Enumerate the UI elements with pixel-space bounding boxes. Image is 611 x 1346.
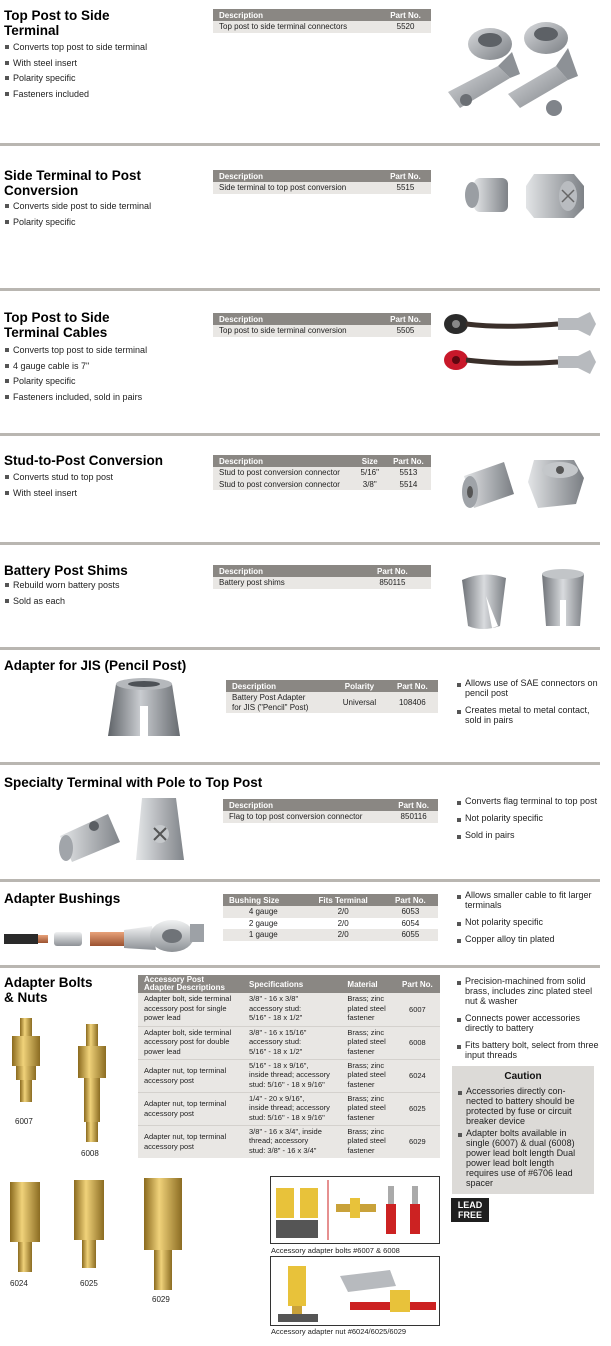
section-title-bolts: [4, 975, 93, 1005]
title-line: Conversion: [4, 183, 79, 198]
list-item: Rebuild worn battery posts: [3, 578, 120, 594]
cell-line: Brass; zinc: [347, 1126, 385, 1136]
cell-line: fastener: [347, 1112, 375, 1122]
cell-line: accessory post: [144, 1141, 195, 1151]
table-header: Part No.: [386, 455, 431, 467]
brass-nut-6029-image: [140, 1178, 188, 1296]
table-cell: Flag to top post conversion connector: [223, 811, 389, 823]
cell-line: Adapter nut, top terminal: [144, 1132, 227, 1142]
table-header: Description: [213, 313, 380, 325]
list-item: Allows smaller cable to fit larger terminals: [455, 890, 605, 910]
table-row: [138, 1026, 440, 1059]
cell-line: thread; accessory: [249, 1136, 309, 1145]
section-title-top-post-cables: [4, 310, 110, 340]
cell-line: 3/8" - 16 x 15/16": [249, 1027, 307, 1037]
cell-line: power lead: [144, 1013, 181, 1022]
jis-adapter-image: [100, 676, 188, 748]
table-cell: [138, 993, 243, 1026]
feature-list: [455, 796, 605, 847]
cell-line: Brass; zinc: [347, 994, 385, 1003]
list-item: Converts stud to top post: [3, 470, 113, 486]
list-item: Copper alloy tin plated: [455, 934, 605, 944]
table-cell: 6007: [395, 993, 440, 1026]
cell-line: plated steel: [347, 1070, 386, 1079]
list-item: Fits battery bolt, select from three input threads: [455, 1040, 605, 1060]
table-cell: 6008: [395, 1026, 440, 1059]
lead-free-badge: [451, 1198, 489, 1222]
section-divider: [0, 762, 600, 765]
table-header: Part No.: [354, 565, 431, 577]
list-item: Converts top post to side terminal: [3, 40, 147, 56]
table-cell: [138, 1092, 243, 1125]
cell-line: protected by fuse or circuit: [466, 1106, 572, 1116]
table-cell: 2/0: [304, 906, 383, 918]
parts-table: [213, 565, 431, 589]
cell-line: power lead bolt length: [466, 1158, 555, 1168]
bushings-image: [4, 906, 216, 962]
list-item: Converts top post to side terminal: [3, 343, 147, 359]
section-title-shims: Battery Post Shims: [4, 563, 128, 578]
cell-line: breaker device: [466, 1116, 526, 1126]
diagram-caption: Accessory adapter nut #6024/6025/6029: [271, 1327, 407, 1336]
title-line: Top Post to Side: [4, 310, 110, 325]
feature-list: [3, 343, 147, 405]
table-header: Description: [226, 680, 332, 692]
title-line: Side Terminal to Post: [4, 168, 142, 183]
table-cell: Side terminal to top post conversion: [213, 182, 380, 194]
feature-list: [455, 890, 605, 951]
cell-line: inside thread; accessory: [249, 1070, 330, 1079]
table-cell: [243, 993, 341, 1026]
table-header: Material: [341, 975, 394, 993]
list-item: Fasteners included: [3, 87, 147, 103]
specialty-terminal-image: [56, 796, 190, 864]
top-post-side-terminal-image: [438, 4, 598, 122]
list-item: Not polarity specific: [455, 917, 605, 927]
list-item: Polarity specific: [3, 215, 151, 231]
feature-list: [3, 578, 120, 609]
section-divider: [0, 965, 600, 968]
cell-line: 1/4" - 20 x 9/16",: [249, 1093, 305, 1103]
list-item: With steel insert: [3, 56, 147, 72]
table-row: [138, 1059, 440, 1092]
table-cell: 2 gauge: [248, 918, 278, 928]
section-divider: [0, 647, 600, 650]
table-cell: 5515: [380, 182, 431, 194]
table-header: Bushing Size: [223, 894, 304, 906]
section-divider: [0, 542, 600, 545]
cell-line: Adapter nut, top terminal: [144, 1066, 227, 1075]
cell-line: requires use of #6706 lead: [466, 1168, 573, 1178]
section-title-specialty: Specialty Terminal with Pole to Top Post: [4, 775, 263, 790]
cell-line: Adapter nut, top terminal: [144, 1099, 227, 1108]
table-cell: [341, 1026, 394, 1059]
cell-line: fastener: [347, 1079, 375, 1089]
cell-line: fastener: [347, 1145, 375, 1155]
feature-list: [455, 678, 605, 732]
table-cell: 6024: [395, 1059, 440, 1092]
parts-table: [223, 894, 438, 941]
cell-line: plated steel: [347, 1136, 386, 1145]
cell-line: plated steel: [347, 1103, 386, 1112]
list-item: Converts flag terminal to top post: [455, 796, 605, 806]
cell-line: Adapter bolt, side terminal: [144, 1027, 232, 1037]
table-header: Description: [213, 455, 354, 467]
list-item: Precision-machined from solid brass, includes zinc plated steel nut & washer: [455, 976, 605, 1006]
header-line: Adapter Descriptions: [144, 983, 225, 992]
brass-adapters-image: [6, 1018, 138, 1314]
cell-line: inside thread; accessory: [249, 1103, 330, 1112]
list-item: [456, 1128, 592, 1188]
cables-image: [440, 306, 600, 382]
table-cell: 5505: [380, 325, 431, 337]
cell-line: 5/16" - 18 x 9/16",: [249, 1060, 309, 1070]
table-cell: 5/16": [354, 467, 386, 479]
list-item: Creates metal to metal contact, sold in pairs: [455, 705, 605, 725]
cell-line: single (6007) & dual (6008): [466, 1138, 575, 1148]
table-cell: [243, 1125, 341, 1158]
table-cell: Universal: [332, 692, 386, 713]
cell-line: for JIS ("Pencil" Post): [232, 702, 309, 712]
table-cell: 5520: [380, 21, 431, 33]
parts-table: [223, 799, 438, 823]
cell-line: 3/8" - 16 x 3/8": [249, 994, 299, 1003]
cell-line: accessory stud:: [249, 1003, 302, 1013]
cell-line: accessory post for double: [144, 1037, 230, 1046]
caution-box: [452, 1066, 594, 1194]
badge-line: LEAD: [457, 1200, 483, 1210]
part-label-6007: 6007: [15, 1117, 33, 1126]
list-item: Connects power accessories directly to battery: [455, 1013, 605, 1033]
cell-line: plated steel: [347, 1037, 386, 1046]
table-header: Part No.: [387, 680, 438, 692]
cell-line: stud: 3/8" - 16 x 3/4": [249, 1145, 317, 1155]
list-item: Fasteners included, sold in pairs: [3, 390, 147, 406]
table-cell: [341, 993, 394, 1026]
list-item: Sold in pairs: [455, 830, 605, 840]
cell-line: Accessories directly con-: [466, 1086, 566, 1096]
table-cell: [341, 1092, 394, 1125]
section-title-side-terminal-conversion: [4, 168, 141, 198]
table-cell: 6055: [383, 929, 438, 941]
list-item: Sold as each: [3, 594, 120, 610]
table-cell: 6053: [383, 906, 438, 918]
table-cell: [138, 1125, 243, 1158]
table-cell: 6029: [395, 1125, 440, 1158]
caution-list: [456, 1086, 592, 1188]
cell-line: 5/16" - 18 x 1/2": [249, 1013, 303, 1022]
part-label-6008: 6008: [81, 1149, 99, 1158]
table-cell: [243, 1059, 341, 1092]
cell-line: power lead: [144, 1046, 181, 1056]
table-cell: 2/0: [304, 929, 383, 941]
cell-line: Brass; zinc: [347, 1093, 385, 1103]
parts-table: [226, 680, 438, 713]
table-cell: [138, 1059, 243, 1092]
feature-list: [455, 976, 605, 1067]
cell-line: Brass; zinc: [347, 1060, 385, 1070]
feature-list: [3, 470, 113, 501]
section-divider: [0, 879, 600, 882]
table-header: Fits Terminal: [304, 894, 383, 906]
cell-line: Battery Post Adapter: [232, 693, 306, 702]
section-divider: [0, 288, 600, 291]
cell-line: stud: 5/16" - 18 x 9/16": [249, 1112, 325, 1122]
side-terminal-conversion-image: [456, 164, 596, 226]
table-cell: Stud to post conversion connector: [213, 467, 354, 479]
table-row: [138, 1125, 440, 1158]
part-label-6029: 6029: [152, 1295, 170, 1304]
table-cell: Top post to side terminal connectors: [213, 21, 380, 33]
adapter-nut-diagram: [270, 1256, 440, 1326]
cell-line: accessory stud:: [249, 1037, 302, 1046]
table-header: Description: [213, 565, 354, 577]
cell-line: plated steel: [347, 1003, 386, 1013]
header-line: Accessory Post: [144, 975, 205, 984]
cell-line: fastener: [347, 1013, 375, 1022]
section-title-top-post-side: [4, 8, 110, 38]
cell-line: Adapter bolts available in: [466, 1128, 567, 1138]
cell-line: 3/8" - 16 x 3/4", inside: [249, 1126, 322, 1136]
table-header: Specifications: [243, 975, 341, 993]
table-cell: [138, 1026, 243, 1059]
table-cell: [243, 1026, 341, 1059]
table-cell: 850115: [354, 577, 431, 589]
section-title-stud-post: Stud-to-Post Conversion: [4, 453, 163, 468]
part-label-6024: 6024: [10, 1279, 28, 1288]
table-header: Polarity: [332, 680, 386, 692]
table-header: Description: [223, 799, 389, 811]
list-item: 4 gauge cable is 7": [3, 359, 147, 375]
title-line: Terminal Cables: [4, 325, 108, 340]
title-line: & Nuts: [4, 990, 48, 1005]
title-line: Top Post to Side: [4, 8, 110, 23]
table-cell: 6054: [401, 918, 420, 928]
section-divider: [0, 433, 600, 436]
table-header: Description: [213, 170, 380, 182]
parts-table: [213, 455, 431, 490]
table-cell: [341, 1059, 394, 1092]
list-item: Not polarity specific: [455, 813, 605, 823]
table-cell: Top post to side terminal conversion: [213, 325, 380, 337]
section-divider: [0, 143, 600, 146]
cell-line: accessory post: [144, 1108, 195, 1118]
shims-image: [456, 566, 596, 634]
cell-line: spacer: [466, 1178, 494, 1188]
table-header: Part No.: [383, 894, 438, 906]
table-header: [138, 975, 243, 993]
table-row: [138, 1092, 440, 1125]
table-cell: 5514: [386, 479, 431, 491]
table-header: Part No.: [389, 799, 438, 811]
diagram-caption: Accessory adapter bolts #6007 & 6008: [271, 1246, 400, 1255]
cell-line: nected to battery should be: [466, 1096, 575, 1106]
part-label-6025: 6025: [80, 1279, 98, 1288]
cell-line: power lead bolt length Dual: [466, 1148, 576, 1158]
cell-line: accessory post for single: [144, 1003, 227, 1013]
caution-title: Caution: [504, 1071, 542, 1082]
table-cell: [243, 1092, 341, 1125]
cell-line: 5/16" - 18 x 1/2": [249, 1046, 303, 1056]
table-header: Part No.: [395, 975, 440, 993]
adapter-bolts-table: [138, 975, 440, 1158]
table-header: Description: [213, 9, 380, 21]
table-header: Part No.: [380, 313, 431, 325]
stud-post-image: [456, 448, 596, 518]
table-cell: 5513: [386, 467, 431, 479]
cell-line: fastener: [347, 1046, 375, 1056]
feature-list: [3, 199, 151, 230]
table-header: Size: [354, 455, 386, 467]
table-cell: [226, 692, 332, 713]
cell-line: Brass; zinc: [347, 1027, 385, 1037]
cell-line: stud: 5/16" - 18 x 9/16": [249, 1079, 325, 1089]
table-cell: 2/0: [337, 918, 349, 928]
table-cell: 1 gauge: [223, 929, 304, 941]
table-cell: [341, 1125, 394, 1158]
table-cell: Battery post shims: [213, 577, 354, 589]
table-cell: 108406: [387, 692, 438, 713]
parts-table: [213, 9, 431, 33]
badge-line: FREE: [457, 1210, 482, 1220]
adapter-bolts-diagram: [270, 1176, 440, 1244]
table-header: Part No.: [380, 9, 431, 21]
parts-table: [213, 170, 431, 194]
list-item: [456, 1086, 592, 1126]
title-line: Terminal: [4, 23, 60, 38]
table-header: Part No.: [380, 170, 431, 182]
feature-list: [3, 40, 147, 102]
table-row: [138, 993, 440, 1026]
table-cell: 3/8": [354, 479, 386, 491]
list-item: Converts side post to side terminal: [3, 199, 151, 215]
section-title-jis: Adapter for JIS (Pencil Post): [4, 658, 187, 673]
table-cell: 6025: [395, 1092, 440, 1125]
list-item: Polarity specific: [3, 71, 147, 87]
parts-table: [213, 313, 431, 337]
list-item: Polarity specific: [3, 374, 147, 390]
table-cell: 850116: [389, 811, 438, 823]
list-item: With steel insert: [3, 486, 113, 502]
title-line: Adapter Bolts: [4, 975, 93, 990]
list-item: Allows use of SAE connectors on pencil post: [455, 678, 605, 698]
table-cell: 4 gauge: [223, 906, 304, 918]
table-cell: Stud to post conversion connector: [213, 479, 354, 491]
cell-line: accessory post: [144, 1075, 195, 1085]
cell-line: Adapter bolt, side terminal: [144, 994, 232, 1003]
section-title-bushings: Adapter Bushings: [4, 891, 121, 906]
